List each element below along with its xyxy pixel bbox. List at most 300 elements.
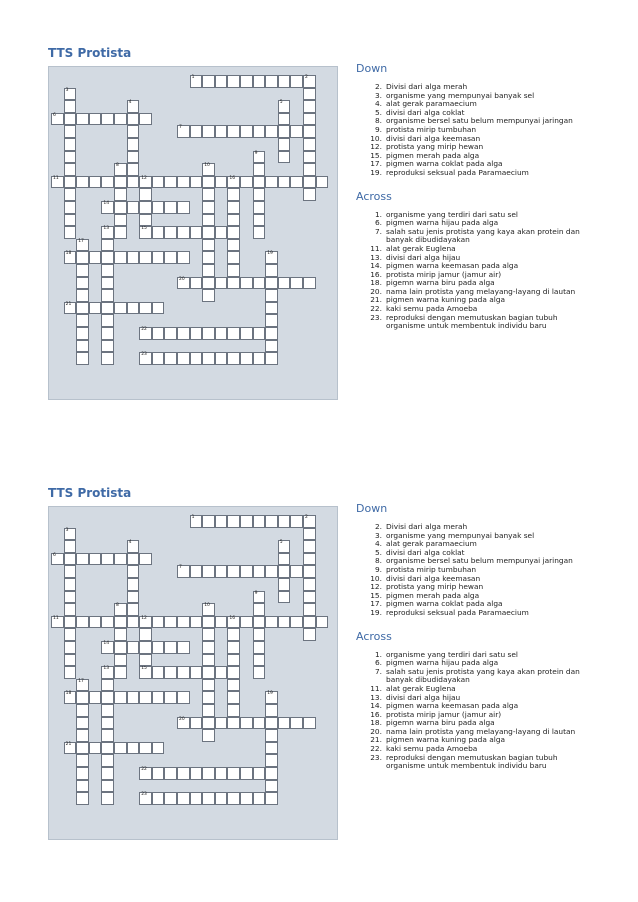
crossword-cell[interactable] (139, 226, 152, 239)
crossword-cell[interactable] (64, 151, 77, 164)
crossword-cell[interactable] (139, 616, 152, 629)
crossword-cell[interactable] (114, 553, 127, 566)
crossword-cell[interactable] (290, 515, 303, 528)
crossword-cell[interactable] (265, 704, 278, 717)
crossword-cell[interactable] (303, 616, 316, 629)
crossword-cell[interactable] (265, 754, 278, 767)
crossword-cell[interactable] (265, 277, 278, 290)
crossword-cell[interactable] (139, 691, 152, 704)
crossword-cell[interactable] (139, 113, 152, 126)
crossword-cell[interactable] (127, 540, 140, 553)
crossword-cell[interactable] (215, 792, 228, 805)
crossword-cell[interactable] (303, 176, 316, 189)
crossword-cell[interactable] (76, 767, 89, 780)
crossword-cell[interactable] (227, 704, 240, 717)
crossword-cell[interactable] (114, 742, 127, 755)
crossword-cell[interactable] (190, 616, 203, 629)
crossword-cell[interactable] (76, 616, 89, 629)
crossword-cell[interactable] (190, 226, 203, 239)
crossword-cell[interactable] (64, 565, 77, 578)
crossword-cell[interactable] (101, 251, 114, 264)
crossword-cell[interactable] (265, 515, 278, 528)
crossword-cell[interactable] (114, 691, 127, 704)
crossword-cell[interactable] (227, 226, 240, 239)
crossword-cell[interactable] (127, 578, 140, 591)
crossword-cell[interactable] (265, 289, 278, 302)
crossword-cell[interactable] (190, 565, 203, 578)
crossword-cell[interactable] (101, 666, 114, 679)
crossword-cell[interactable] (227, 515, 240, 528)
crossword-cell[interactable] (114, 666, 127, 679)
crossword-cell[interactable] (76, 754, 89, 767)
crossword-cell[interactable] (177, 277, 190, 290)
crossword-cell[interactable] (190, 767, 203, 780)
crossword-cell[interactable] (114, 628, 127, 641)
crossword-cell[interactable] (202, 277, 215, 290)
crossword-cell[interactable] (51, 176, 64, 189)
crossword-cell[interactable] (64, 578, 77, 591)
crossword-cell[interactable] (89, 113, 102, 126)
crossword-cell[interactable] (101, 277, 114, 290)
crossword-cell[interactable] (64, 616, 77, 629)
crossword-cell[interactable] (290, 717, 303, 730)
crossword-cell[interactable] (278, 176, 291, 189)
crossword-cell[interactable] (290, 75, 303, 88)
crossword-cell[interactable] (227, 767, 240, 780)
crossword-cell[interactable] (64, 214, 77, 227)
crossword-cell[interactable] (76, 742, 89, 755)
crossword-cell[interactable] (303, 578, 316, 591)
crossword-cell[interactable] (253, 163, 266, 176)
crossword-cell[interactable] (253, 654, 266, 667)
crossword-cell[interactable] (265, 691, 278, 704)
crossword-cell[interactable] (76, 340, 89, 353)
crossword-cell[interactable] (227, 188, 240, 201)
crossword-cell[interactable] (202, 188, 215, 201)
crossword-cell[interactable] (152, 792, 165, 805)
crossword-cell[interactable] (139, 742, 152, 755)
crossword-cell[interactable] (227, 125, 240, 138)
crossword-cell[interactable] (215, 125, 228, 138)
crossword-cell[interactable] (227, 616, 240, 629)
crossword-cell[interactable] (76, 314, 89, 327)
crossword-cell[interactable] (190, 327, 203, 340)
crossword-cell[interactable] (227, 691, 240, 704)
crossword-cell[interactable] (303, 75, 316, 88)
crossword-cell[interactable] (227, 565, 240, 578)
crossword-cell[interactable] (114, 113, 127, 126)
crossword-cell[interactable] (127, 302, 140, 315)
crossword-cell[interactable] (253, 767, 266, 780)
crossword-cell[interactable] (215, 515, 228, 528)
crossword-cell[interactable] (303, 528, 316, 541)
crossword-cell[interactable] (164, 792, 177, 805)
crossword-cell[interactable] (227, 239, 240, 252)
crossword-cell[interactable] (177, 226, 190, 239)
crossword-cell[interactable] (164, 691, 177, 704)
crossword-cell[interactable] (265, 302, 278, 315)
crossword-cell[interactable] (253, 792, 266, 805)
crossword-cell[interactable] (139, 553, 152, 566)
crossword-cell[interactable] (253, 717, 266, 730)
crossword-cell[interactable] (76, 277, 89, 290)
crossword-cell[interactable] (89, 302, 102, 315)
crossword-cell[interactable] (240, 352, 253, 365)
crossword-cell[interactable] (76, 239, 89, 252)
crossword-cell[interactable] (265, 616, 278, 629)
crossword-cell[interactable] (139, 327, 152, 340)
crossword-cell[interactable] (303, 628, 316, 641)
crossword-cell[interactable] (139, 302, 152, 315)
crossword-cell[interactable] (152, 352, 165, 365)
crossword-cell[interactable] (152, 641, 165, 654)
crossword-cell[interactable] (316, 616, 329, 629)
crossword-cell[interactable] (227, 251, 240, 264)
crossword-cell[interactable] (127, 742, 140, 755)
crossword-cell[interactable] (253, 628, 266, 641)
crossword-cell[interactable] (202, 628, 215, 641)
crossword-cell[interactable] (265, 340, 278, 353)
crossword-cell[interactable] (101, 641, 114, 654)
crossword-cell[interactable] (202, 729, 215, 742)
crossword-cell[interactable] (290, 176, 303, 189)
crossword-cell[interactable] (114, 188, 127, 201)
crossword-cell[interactable] (164, 767, 177, 780)
crossword-cell[interactable] (114, 641, 127, 654)
crossword-cell[interactable] (265, 729, 278, 742)
crossword-cell[interactable] (101, 717, 114, 730)
crossword-cell[interactable] (202, 616, 215, 629)
crossword-cell[interactable] (139, 214, 152, 227)
crossword-cell[interactable] (152, 327, 165, 340)
crossword-cell[interactable] (139, 641, 152, 654)
crossword-cell[interactable] (127, 565, 140, 578)
crossword-cell[interactable] (240, 277, 253, 290)
crossword-cell[interactable] (303, 565, 316, 578)
crossword-cell[interactable] (127, 113, 140, 126)
crossword-cell[interactable] (114, 176, 127, 189)
crossword-cell[interactable] (303, 603, 316, 616)
crossword-cell[interactable] (89, 616, 102, 629)
crossword-cell[interactable] (64, 528, 77, 541)
crossword-cell[interactable] (114, 251, 127, 264)
crossword-cell[interactable] (177, 691, 190, 704)
crossword-cell[interactable] (64, 742, 77, 755)
crossword-cell[interactable] (139, 628, 152, 641)
crossword-cell[interactable] (101, 113, 114, 126)
crossword-cell[interactable] (64, 591, 77, 604)
crossword-cell[interactable] (202, 239, 215, 252)
crossword-cell[interactable] (152, 302, 165, 315)
crossword-cell[interactable] (202, 717, 215, 730)
crossword-cell[interactable] (139, 201, 152, 214)
crossword-cell[interactable] (101, 691, 114, 704)
crossword-cell[interactable] (76, 717, 89, 730)
crossword-cell[interactable] (101, 352, 114, 365)
crossword-cell[interactable] (265, 767, 278, 780)
crossword-cell[interactable] (101, 729, 114, 742)
crossword-cell[interactable] (76, 691, 89, 704)
crossword-cell[interactable] (177, 792, 190, 805)
crossword-cell[interactable] (164, 327, 177, 340)
crossword-cell[interactable] (76, 113, 89, 126)
crossword-cell[interactable] (139, 352, 152, 365)
crossword-cell[interactable] (139, 666, 152, 679)
crossword-cell[interactable] (253, 151, 266, 164)
crossword-cell[interactable] (89, 742, 102, 755)
crossword-cell[interactable] (190, 515, 203, 528)
crossword-cell[interactable] (101, 314, 114, 327)
crossword-cell[interactable] (303, 591, 316, 604)
crossword-cell[interactable] (51, 553, 64, 566)
crossword-cell[interactable] (114, 616, 127, 629)
crossword-cell[interactable] (227, 679, 240, 692)
crossword-cell[interactable] (152, 767, 165, 780)
crossword-cell[interactable] (89, 176, 102, 189)
crossword-cell[interactable] (278, 151, 291, 164)
crossword-cell[interactable] (164, 641, 177, 654)
crossword-cell[interactable] (253, 214, 266, 227)
crossword-cell[interactable] (64, 125, 77, 138)
crossword-cell[interactable] (139, 792, 152, 805)
crossword-cell[interactable] (265, 176, 278, 189)
crossword-cell[interactable] (76, 780, 89, 793)
crossword-cell[interactable] (303, 553, 316, 566)
crossword-cell[interactable] (290, 616, 303, 629)
crossword-cell[interactable] (177, 565, 190, 578)
crossword-cell[interactable] (152, 176, 165, 189)
crossword-cell[interactable] (139, 654, 152, 667)
crossword-cell[interactable] (265, 352, 278, 365)
crossword-cell[interactable] (265, 264, 278, 277)
crossword-cell[interactable] (278, 616, 291, 629)
crossword-cell[interactable] (202, 201, 215, 214)
crossword-cell[interactable] (152, 742, 165, 755)
crossword-cell[interactable] (215, 565, 228, 578)
crossword-cell[interactable] (303, 138, 316, 151)
crossword-cell[interactable] (215, 767, 228, 780)
crossword-cell[interactable] (253, 616, 266, 629)
crossword-cell[interactable] (202, 565, 215, 578)
crossword-cell[interactable] (127, 176, 140, 189)
crossword-cell[interactable] (253, 176, 266, 189)
crossword-cell[interactable] (227, 201, 240, 214)
crossword-cell[interactable] (278, 138, 291, 151)
crossword-cell[interactable] (190, 352, 203, 365)
crossword-cell[interactable] (202, 603, 215, 616)
crossword-cell[interactable] (227, 628, 240, 641)
crossword-cell[interactable] (240, 616, 253, 629)
crossword-cell[interactable] (114, 201, 127, 214)
crossword-cell[interactable] (215, 226, 228, 239)
crossword-cell[interactable] (101, 201, 114, 214)
crossword-cell[interactable] (265, 780, 278, 793)
crossword-cell[interactable] (64, 176, 77, 189)
crossword-cell[interactable] (265, 327, 278, 340)
crossword-cell[interactable] (290, 125, 303, 138)
crossword-cell[interactable] (215, 327, 228, 340)
crossword-cell[interactable] (127, 138, 140, 151)
crossword-cell[interactable] (64, 666, 77, 679)
crossword-cell[interactable] (190, 176, 203, 189)
crossword-cell[interactable] (278, 277, 291, 290)
crossword-cell[interactable] (164, 616, 177, 629)
crossword-cell[interactable] (101, 792, 114, 805)
crossword-cell[interactable] (164, 251, 177, 264)
crossword-cell[interactable] (202, 515, 215, 528)
crossword-cell[interactable] (265, 251, 278, 264)
crossword-cell[interactable] (303, 88, 316, 101)
crossword-cell[interactable] (152, 251, 165, 264)
crossword-cell[interactable] (240, 75, 253, 88)
crossword-cell[interactable] (127, 151, 140, 164)
crossword-cell[interactable] (164, 226, 177, 239)
crossword-cell[interactable] (253, 188, 266, 201)
crossword-cell[interactable] (227, 214, 240, 227)
crossword-cell[interactable] (240, 565, 253, 578)
crossword-cell[interactable] (253, 75, 266, 88)
crossword-cell[interactable] (127, 125, 140, 138)
crossword-cell[interactable] (76, 729, 89, 742)
crossword-cell[interactable] (101, 340, 114, 353)
crossword-cell[interactable] (202, 327, 215, 340)
crossword-cell[interactable] (177, 251, 190, 264)
crossword-cell[interactable] (101, 780, 114, 793)
crossword-cell[interactable] (64, 553, 77, 566)
crossword-cell[interactable] (64, 138, 77, 151)
crossword-cell[interactable] (114, 214, 127, 227)
crossword-cell[interactable] (190, 792, 203, 805)
crossword-cell[interactable] (253, 352, 266, 365)
crossword-cell[interactable] (139, 176, 152, 189)
crossword-cell[interactable] (265, 565, 278, 578)
crossword-cell[interactable] (152, 691, 165, 704)
crossword-cell[interactable] (227, 264, 240, 277)
crossword-cell[interactable] (177, 641, 190, 654)
crossword-cell[interactable] (202, 641, 215, 654)
crossword-cell[interactable] (152, 201, 165, 214)
crossword-cell[interactable] (76, 679, 89, 692)
crossword-cell[interactable] (127, 201, 140, 214)
crossword-cell[interactable] (253, 666, 266, 679)
crossword-cell[interactable] (64, 302, 77, 315)
crossword-cell[interactable] (202, 125, 215, 138)
crossword-cell[interactable] (101, 239, 114, 252)
crossword-cell[interactable] (227, 666, 240, 679)
crossword-cell[interactable] (202, 251, 215, 264)
crossword-cell[interactable] (164, 352, 177, 365)
crossword-cell[interactable] (127, 251, 140, 264)
crossword-cell[interactable] (303, 188, 316, 201)
crossword-cell[interactable] (101, 704, 114, 717)
crossword-cell[interactable] (101, 742, 114, 755)
crossword-cell[interactable] (64, 540, 77, 553)
crossword-cell[interactable] (253, 327, 266, 340)
crossword-cell[interactable] (64, 100, 77, 113)
crossword-cell[interactable] (202, 679, 215, 692)
crossword-cell[interactable] (227, 327, 240, 340)
crossword-cell[interactable] (265, 717, 278, 730)
crossword-cell[interactable] (253, 591, 266, 604)
crossword-cell[interactable] (64, 628, 77, 641)
crossword-cell[interactable] (114, 226, 127, 239)
crossword-cell[interactable] (303, 515, 316, 528)
crossword-cell[interactable] (127, 591, 140, 604)
crossword-cell[interactable] (202, 163, 215, 176)
crossword-cell[interactable] (76, 176, 89, 189)
crossword-cell[interactable] (101, 553, 114, 566)
crossword-cell[interactable] (202, 691, 215, 704)
crossword-cell[interactable] (177, 616, 190, 629)
crossword-cell[interactable] (76, 327, 89, 340)
crossword-cell[interactable] (76, 264, 89, 277)
crossword-cell[interactable] (127, 553, 140, 566)
crossword-cell[interactable] (290, 277, 303, 290)
crossword-cell[interactable] (227, 75, 240, 88)
crossword-cell[interactable] (215, 176, 228, 189)
crossword-cell[interactable] (76, 792, 89, 805)
crossword-cell[interactable] (177, 201, 190, 214)
crossword-cell[interactable] (240, 515, 253, 528)
crossword-cell[interactable] (265, 792, 278, 805)
crossword-cell[interactable] (278, 591, 291, 604)
crossword-cell[interactable] (253, 641, 266, 654)
crossword-cell[interactable] (227, 352, 240, 365)
crossword-cell[interactable] (303, 540, 316, 553)
crossword-cell[interactable] (101, 616, 114, 629)
crossword-cell[interactable] (240, 767, 253, 780)
crossword-cell[interactable] (278, 515, 291, 528)
crossword-cell[interactable] (89, 691, 102, 704)
crossword-cell[interactable] (89, 553, 102, 566)
crossword-cell[interactable] (64, 113, 77, 126)
crossword-cell[interactable] (114, 163, 127, 176)
crossword-cell[interactable] (139, 251, 152, 264)
crossword-cell[interactable] (303, 113, 316, 126)
crossword-cell[interactable] (278, 565, 291, 578)
crossword-cell[interactable] (139, 188, 152, 201)
crossword-cell[interactable] (303, 277, 316, 290)
crossword-cell[interactable] (303, 100, 316, 113)
crossword-cell[interactable] (265, 742, 278, 755)
crossword-cell[interactable] (215, 75, 228, 88)
crossword-cell[interactable] (51, 113, 64, 126)
crossword-cell[interactable] (76, 251, 89, 264)
crossword-cell[interactable] (101, 264, 114, 277)
crossword-cell[interactable] (278, 125, 291, 138)
crossword-cell[interactable] (64, 226, 77, 239)
crossword-cell[interactable] (215, 666, 228, 679)
crossword-cell[interactable] (227, 654, 240, 667)
crossword-cell[interactable] (202, 666, 215, 679)
crossword-cell[interactable] (177, 125, 190, 138)
crossword-cell[interactable] (127, 641, 140, 654)
crossword-cell[interactable] (190, 277, 203, 290)
crossword-cell[interactable] (101, 226, 114, 239)
crossword-cell[interactable] (253, 603, 266, 616)
crossword-cell[interactable] (101, 754, 114, 767)
crossword-cell[interactable] (114, 603, 127, 616)
crossword-cell[interactable] (164, 201, 177, 214)
crossword-cell[interactable] (76, 704, 89, 717)
crossword-cell[interactable] (164, 176, 177, 189)
crossword-cell[interactable] (51, 616, 64, 629)
crossword-cell[interactable] (202, 264, 215, 277)
crossword-cell[interactable] (215, 717, 228, 730)
crossword-cell[interactable] (177, 767, 190, 780)
crossword-cell[interactable] (278, 113, 291, 126)
crossword-cell[interactable] (253, 226, 266, 239)
